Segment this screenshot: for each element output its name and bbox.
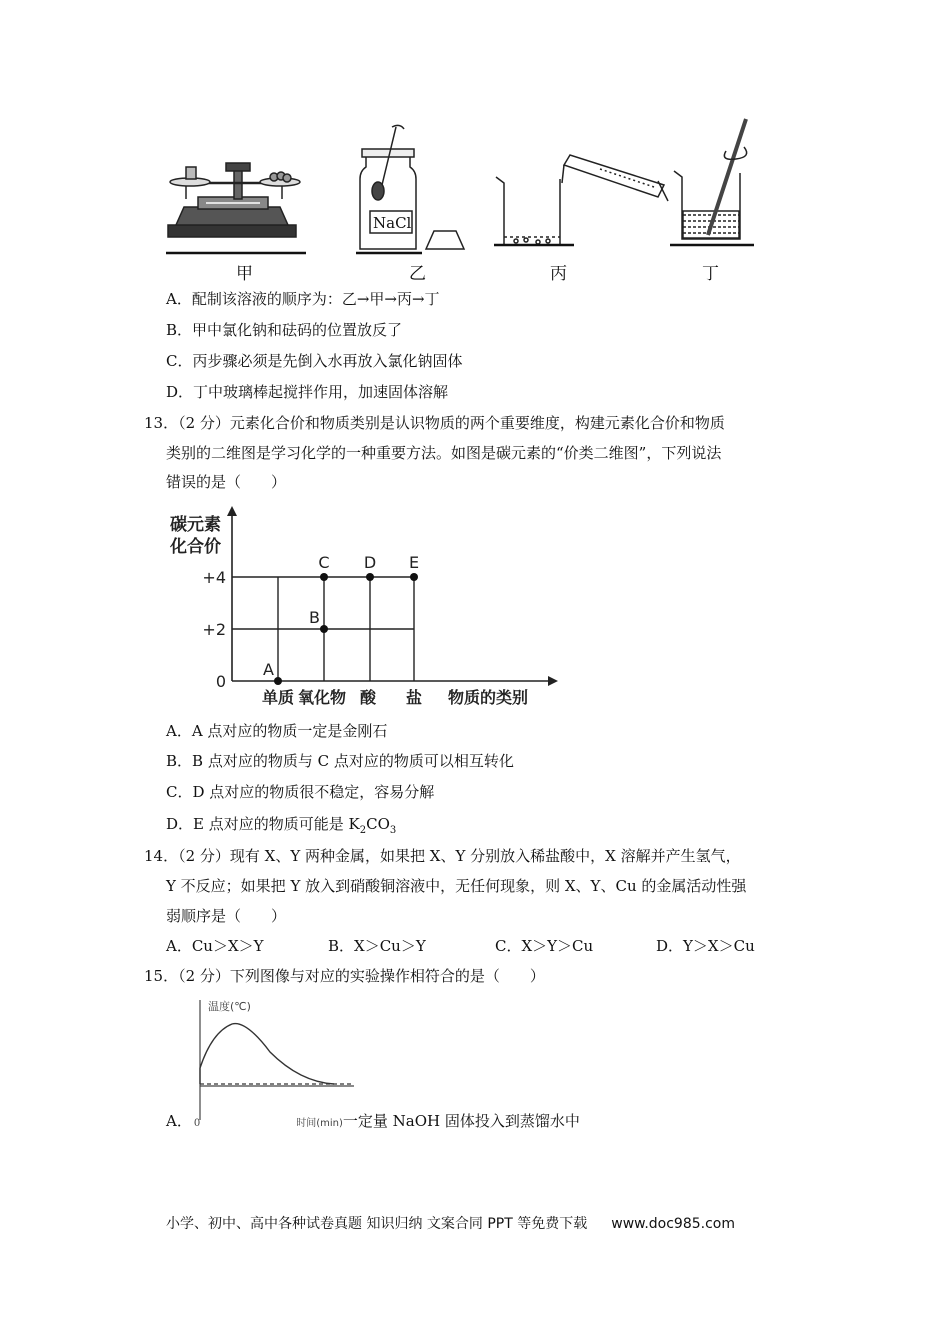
- q13-option-d-sub1: 2: [359, 825, 367, 836]
- y-tick-label: +2: [202, 620, 226, 639]
- footer-text: 小学、初中、高中各种试卷真题 知识归纳 文案合同 PPT 等免费下载: [166, 1216, 588, 1232]
- x-category-label: 单质: [261, 688, 295, 707]
- data-point-label: A: [263, 660, 274, 679]
- data-point-d: [366, 573, 374, 581]
- data-point-label: B: [309, 608, 320, 627]
- data-point-label: C: [318, 553, 330, 572]
- footer-url[interactable]: www.doc985.com: [611, 1216, 735, 1232]
- q13-option-d-sub2: 3: [389, 825, 397, 836]
- stirring-beaker-illustration: [674, 119, 747, 239]
- page-footer: [166, 1213, 735, 1233]
- temperature-curve: [200, 1024, 334, 1084]
- q13-stem-line2: 类别的二维图是学习化学的一种重要方法。如图是碳元素的“价类二维图”，下列说法: [166, 444, 722, 462]
- q14-stem-line3: 弱顺序是（ ）: [166, 907, 287, 925]
- q15-option-a: [166, 1111, 580, 1134]
- q14-stem-line1: 14．（2 分）现有 X、Y 两种金属，如果把 X、Y 分别放入稀盐酸中，X 溶解并产生氢气，: [144, 847, 741, 865]
- valence-chart: [160, 500, 580, 715]
- graph-origin-label: 0: [193, 1118, 201, 1129]
- label-jia: 甲: [236, 264, 253, 284]
- q13-option-d-mid: CO: [366, 815, 390, 833]
- y-tick-label: +4: [202, 568, 226, 587]
- q15-option-a-text: 一定量 NaOH 固体投入到蒸馏水中: [342, 1112, 580, 1130]
- q14-option-b: B．X＞Cu＞Y: [328, 937, 426, 955]
- q14-option-a: A．Cu＞X＞Y: [166, 937, 264, 955]
- q13-option-c: C．D 点对应的物质很不稳定，容易分解: [166, 783, 435, 801]
- q13-option-d-prefix: D．E 点对应的物质可能是 K: [166, 815, 360, 833]
- graph-x-label: 时间(min): [296, 1118, 343, 1129]
- y-tick-label: 0: [215, 672, 226, 691]
- q12-option-c: C．丙步骤必须是先倒入水再放入氯化钠固体: [166, 352, 463, 370]
- x-axis-arrow: [548, 676, 558, 686]
- y-axis-label-line1: 碳元素: [170, 515, 221, 535]
- label-ding: 丁: [702, 264, 719, 284]
- nacl-label: NaCl: [373, 214, 412, 232]
- x-category-label: 盐: [405, 688, 423, 707]
- graph-y-label: 温度(℃): [208, 1000, 251, 1013]
- x-category-label: 氧化物: [297, 688, 347, 707]
- y-axis-label-line2: 化合价: [170, 537, 221, 557]
- q12-option-b: B．甲中氯化钠和砝码的位置放反了: [166, 321, 403, 339]
- q13-option-d: [166, 814, 396, 841]
- balance-illustration: [168, 163, 300, 237]
- reagent-bottle-illustration: [360, 125, 464, 249]
- apparatus-figure: [160, 115, 790, 265]
- data-point-e: [410, 573, 418, 581]
- q14-option-d: D．Y＞X＞Cu: [656, 937, 755, 955]
- q13-option-b: B．B 点对应的物质与 C 点对应的物质可以相互转化: [166, 752, 514, 770]
- x-category-label: 酸: [359, 688, 377, 707]
- q15-stem: 15．（2 分）下列图像与对应的实验操作相符合的是（ ）: [144, 967, 545, 985]
- q13-stem-line1: 13．（2 分）元素化合价和物质类别是认识物质的两个重要维度，构建元素化合价和物质: [144, 414, 725, 432]
- label-yi: 乙: [409, 264, 426, 284]
- temperature-time-graph: [190, 994, 360, 1130]
- data-point-label: D: [363, 553, 377, 572]
- q12-option-a: A．配制该溶液的顺序为：乙→甲→丙→丁: [166, 290, 440, 308]
- data-point-label: E: [408, 553, 420, 572]
- q13-stem-line3: 错误的是（ ）: [166, 473, 287, 491]
- q15-option-a-prefix: A．: [166, 1112, 192, 1130]
- data-point-b: [320, 625, 328, 633]
- label-bing: 丙: [550, 264, 567, 284]
- x-axis-label: 物质的类别: [448, 688, 529, 707]
- y-axis-arrow: [227, 506, 237, 516]
- q14-option-c: C．X＞Y＞Cu: [495, 937, 594, 955]
- data-point-c: [320, 573, 328, 581]
- q12-option-d: D．丁中玻璃棒起搅拌作用，加速固体溶解: [166, 383, 449, 401]
- q13-option-a: A．A 点对应的物质一定是金刚石: [166, 722, 388, 740]
- beaker-pouring-illustration: [496, 155, 668, 245]
- data-point-a: [274, 677, 282, 685]
- q14-stem-line2: Y 不反应；如果把 Y 放入到硝酸铜溶液中，无任何现象，则 X、Y、Cu 的金属活动性强: [166, 877, 747, 895]
